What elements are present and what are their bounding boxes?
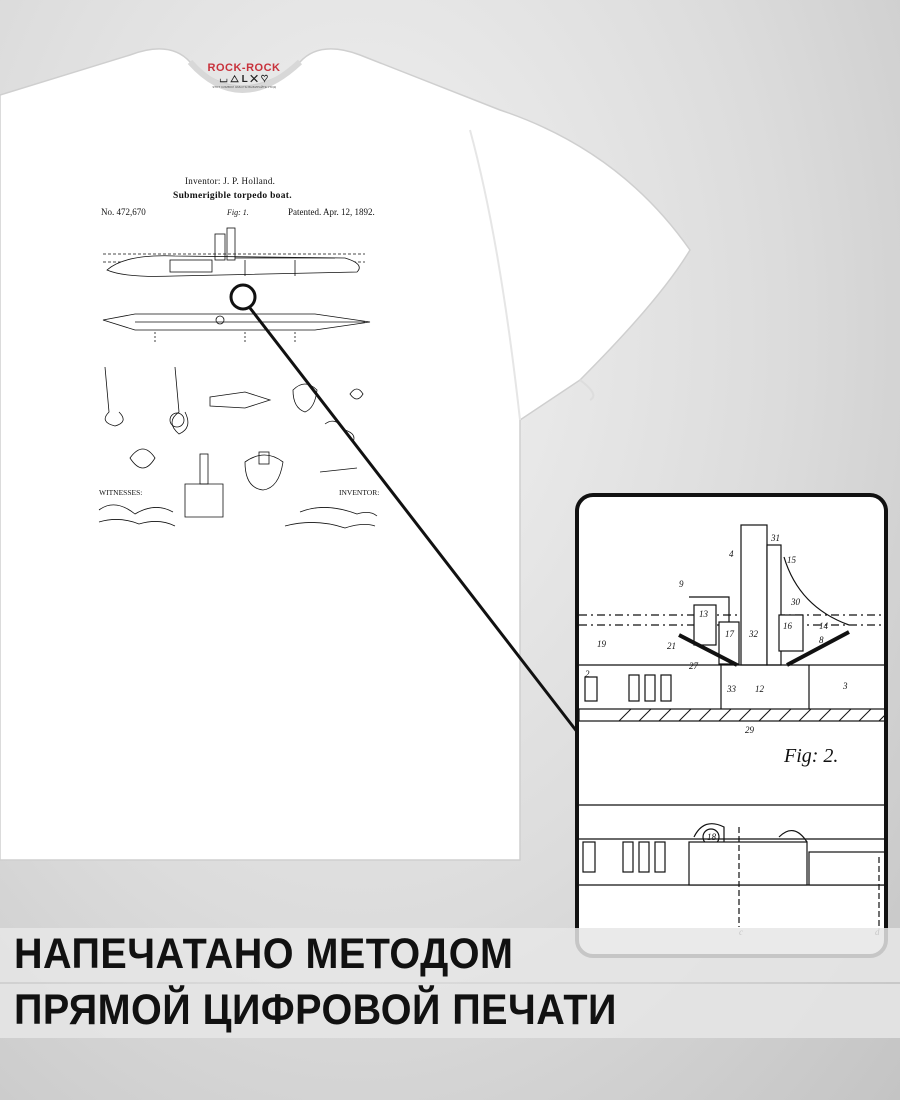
footer-line-2: ПРЯМОЙ ЦИФРОВОЙ ПЕЧАТИ — [14, 986, 617, 1034]
zoom-panel — [575, 493, 888, 958]
iron-icon: ✕ ♡ — [247, 74, 269, 85]
size-mark: ⌴ △ L ✕ ♡ — [219, 74, 269, 85]
part-number: 12 — [755, 684, 764, 694]
zoom-circle — [231, 285, 255, 309]
part-number: 4 — [729, 549, 734, 559]
label-fine-print: ЭТОТ СИМВОЛ ЗАБОТЫ ВЫБИРАЙТЕ УХОД — [212, 85, 276, 89]
part-number: 14 — [819, 621, 828, 631]
part-number: 13 — [699, 609, 708, 619]
part-number: 17 — [725, 629, 734, 639]
part-number: 3 — [843, 681, 848, 691]
patent-number: No. 472,670 — [101, 207, 146, 217]
patent-date: Patented. Apr. 12, 1892. — [288, 207, 375, 217]
zoom-fig-label: Fig: 2. — [784, 745, 839, 767]
patent-fig1-label: Fig: 1. — [227, 208, 249, 217]
part-number: 8 — [819, 635, 824, 645]
zoom-drawing — [579, 497, 888, 958]
part-number: 30 — [791, 597, 800, 607]
part-number: 18 — [707, 832, 716, 842]
brand-logo: ROCK-ROCK — [207, 62, 281, 74]
part-number: 33 — [727, 684, 736, 694]
part-number: 32 — [749, 629, 758, 639]
patent-witnesses-label: WITNESSES: — [99, 488, 143, 497]
part-number: 9 — [679, 579, 684, 589]
footer-line-1: НАПЕЧАТАНО МЕТОДОМ — [14, 930, 514, 978]
patent-inventor-label: INVENTOR: — [339, 488, 380, 497]
part-number: 21 — [667, 641, 676, 651]
part-number: 19 — [597, 639, 606, 649]
part-number: 27 — [689, 661, 698, 671]
zoom-line — [250, 308, 578, 733]
part-number: 29 — [745, 725, 754, 735]
part-number: 31 — [771, 533, 780, 543]
patent-title: Submerigible torpedo boat. — [173, 191, 292, 201]
part-number: 2 — [585, 669, 590, 679]
wash-icon: ⌴ △ — [219, 74, 242, 85]
part-number: 16 — [783, 621, 792, 631]
patent-inventor-line: Inventor: J. P. Holland. — [185, 176, 276, 186]
part-number: 15 — [787, 555, 796, 565]
